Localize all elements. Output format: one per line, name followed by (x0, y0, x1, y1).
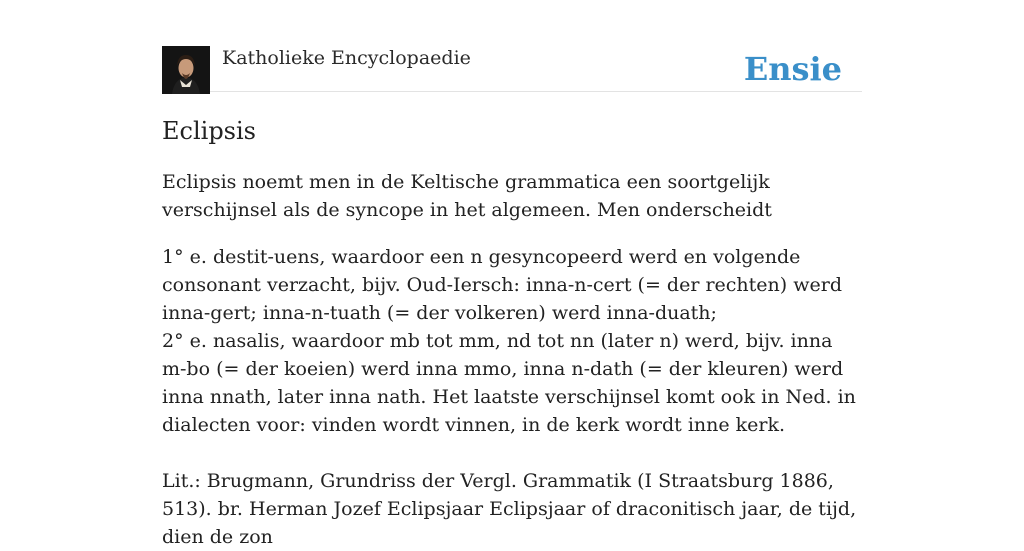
site-header (162, 0, 862, 92)
brand-logo-text[interactable]: Ensie (743, 50, 842, 88)
page-title: Eclipsis (162, 117, 256, 145)
article-paragraph-nasalis: 2° e. nasalis, waardoor mb tot mm, nd tot nn (later n) werd, bijv. inna m-bo (= der koeien) werd inna mmo, inna n-dath (= der kleuren) werd inna nnath, later inna nath. Het laatste verschijnsel komt ook in Ned. in dialecten voor: vinden wordt vinnen, in de kerk wordt inne kerk. (162, 330, 856, 436)
article-page (162, 0, 862, 548)
site-name[interactable]: Katholieke Encyclopaedie (222, 47, 471, 69)
article-paragraph-literature: Lit.: Brugmann, Grundriss der Vergl. Grammatik (I Straatsburg 1886, 513). br. Herman Jozef Eclipsjaar Eclipsjaar of draconitisch jaar, de tijd, dien de zon (162, 470, 857, 548)
portrait-avatar-icon[interactable] (162, 46, 210, 94)
article-paragraph-destituens: 1° e. destit-uens, waardoor een n gesyncopeerd werd en volgende consonant verzacht, bijv. Oud-Iersch: inna-n-cert (= der rechten) werd inna-gert; inna-n-tuath (= der volkeren) werd inna-duath; (162, 246, 842, 324)
article-paragraph-intro: Eclipsis noemt men in de Keltische grammatica een soortgelijk verschijnsel als de syncope in het algemeen. Men onderscheidt (162, 171, 772, 221)
